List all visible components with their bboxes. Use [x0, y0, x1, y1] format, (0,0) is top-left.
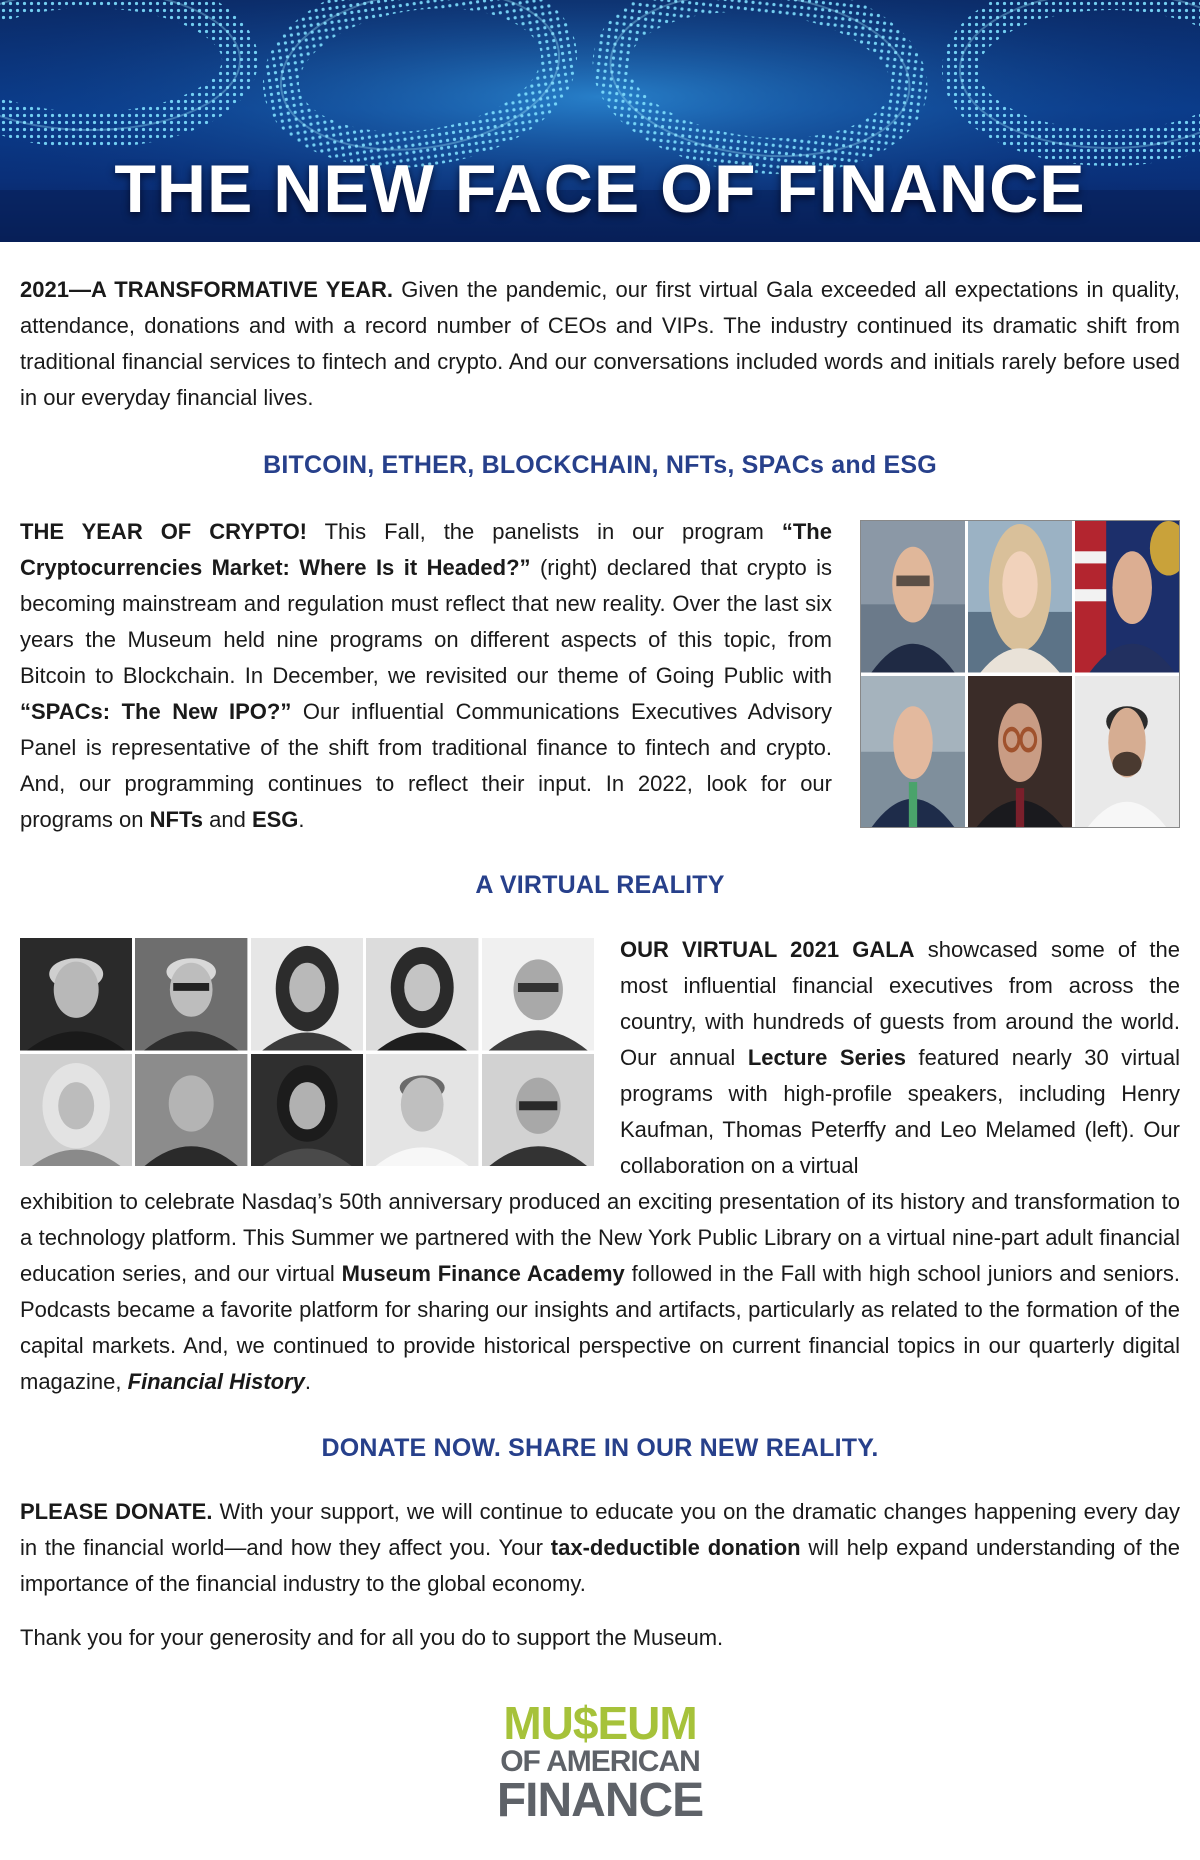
header-banner — [0, 0, 1200, 242]
gala-finance-academy: Museum Finance Academy — [341, 1261, 625, 1286]
crypto-nfts: NFTs — [149, 807, 203, 832]
gala-end: . — [304, 1369, 312, 1394]
crypto-panelists-photos — [860, 520, 1180, 828]
speaker-photo — [366, 1054, 478, 1167]
gala-lecture-series: Lecture Series — [747, 1045, 906, 1070]
speaker-photo — [135, 938, 247, 1051]
intro-paragraph — [20, 272, 1180, 416]
crypto-esg: ESG — [251, 807, 299, 832]
museum-logo — [0, 1697, 1200, 1827]
gala-text-1: showcased some of the most influential financial executives from across the country, with hundreds of guests from around the world. Our annual — [620, 937, 1180, 1070]
donate-heading: DONATE NOW. SHARE IN OUR NEW REALITY. — [321, 1434, 879, 1462]
panelist-photo — [861, 676, 965, 828]
tax-deductible-donation: tax-deductible donation — [550, 1535, 801, 1560]
crypto-lead: THE YEAR OF CRYPTO! — [20, 519, 308, 544]
crypto-end: . — [298, 807, 305, 832]
donate-paragraph — [20, 1494, 1180, 1602]
crypto-program-2: “SPACs: The New IPO?” — [20, 699, 292, 724]
crypto-and: and — [203, 807, 252, 832]
logo-line-finance: FINANCE — [496, 1774, 704, 1827]
gala-heading: A VIRTUAL REALITY — [475, 871, 725, 899]
speaker-photo — [482, 938, 594, 1051]
gala-paragraph-top — [620, 932, 1180, 1184]
thanks-paragraph: Thank you for your generosity and for all you do to support the Museum. — [20, 1625, 724, 1650]
crypto-heading: BITCOIN, ETHER, BLOCKCHAIN, NFTs, SPACs and ESG — [263, 451, 937, 479]
panelist-photo — [1075, 676, 1179, 828]
gala-speakers-photos — [20, 938, 594, 1166]
logo-line-museum: MU$EUM — [503, 1697, 697, 1749]
speaker-photo — [251, 938, 363, 1051]
speaker-photo — [482, 1054, 594, 1167]
intro-lead: 2021—A TRANSFORMATIVE YEAR. — [20, 277, 394, 302]
gala-paragraph-bottom — [20, 1184, 1180, 1400]
gala-magazine-title: Financial History — [127, 1369, 305, 1394]
logo-line-of-american: OF AMERICAN — [500, 1745, 700, 1778]
panelist-photo — [968, 676, 1072, 828]
gala-lead: OUR VIRTUAL 2021 GALA — [620, 937, 915, 962]
donate-text-1: With your support, we will continue to educate you on the dramatic changes happening every day in the financial world—and how they affect you. Your — [20, 1499, 1180, 1560]
crypto-paragraph — [20, 514, 832, 838]
panelist-photo — [968, 521, 1072, 673]
crypto-text-2: (right) declared that crypto is becoming mainstream and regulation must reflect that new reality. Over the last six years the Museum held nine programs on different aspects of this topic, from Bitcoin to Blockchain. In December, we revisited our theme of Going Public with — [20, 555, 832, 688]
banner-title: THE NEW FACE OF FINANCE — [114, 151, 1086, 227]
intro-text: Given the pandemic, our first virtual Gala exceeded all expectations in quality, attendance, donations and with a record number of CEOs and VIPs. The industry continued its dramatic shift from traditional financial services to fintech and crypto. And our conversations included words and initials rarely before used in our everyday financial lives. — [20, 277, 1180, 410]
donate-text-2: will help expand understanding of the importance of the financial industry to the global economy. — [20, 1535, 1180, 1596]
speaker-photo — [20, 1054, 132, 1167]
crypto-program-1: “The Cryptocurrencies Market: Where Is it Headed?” — [20, 519, 832, 580]
speaker-photo — [135, 1054, 247, 1167]
panelist-photo — [861, 521, 965, 673]
panelist-photo — [1075, 521, 1179, 673]
speaker-photo — [20, 938, 132, 1051]
crypto-text-3: Our influential Communications Executives Advisory Panel is representative of the shift from traditional finance to fintech and crypto. And, our programming continues to reflect their input. In 2022, look for our programs on — [20, 699, 832, 832]
crypto-text-1: This Fall, the panelists in our program — [307, 519, 782, 544]
speaker-photo — [366, 938, 478, 1051]
gala-text-2: featured nearly 30 virtual programs with high-profile speakers, including Henry Kaufman, Thomas Peterffy and Leo Melamed (left). Our collaboration on a virtual — [620, 1045, 1180, 1178]
gala-text-4: followed in the Fall with high school juniors and seniors. Podcasts became a favorite platform for sharing our insights and artifacts, particularly as related to the formation of the capital markets. And, we continued to provide historical perspective on current financial topics in our quarterly digital magazine, — [20, 1261, 1180, 1394]
gala-text-3: exhibition to celebrate Nasdaq’s 50th anniversary produced an exciting presentation of its history and transformation to a technology platform. This Summer we partnered with the New York Public Library on a virtual nine-part adult financial education series, and our virtual — [20, 1189, 1180, 1286]
speaker-photo — [251, 1054, 363, 1167]
donate-lead: PLEASE DONATE. — [20, 1499, 213, 1524]
